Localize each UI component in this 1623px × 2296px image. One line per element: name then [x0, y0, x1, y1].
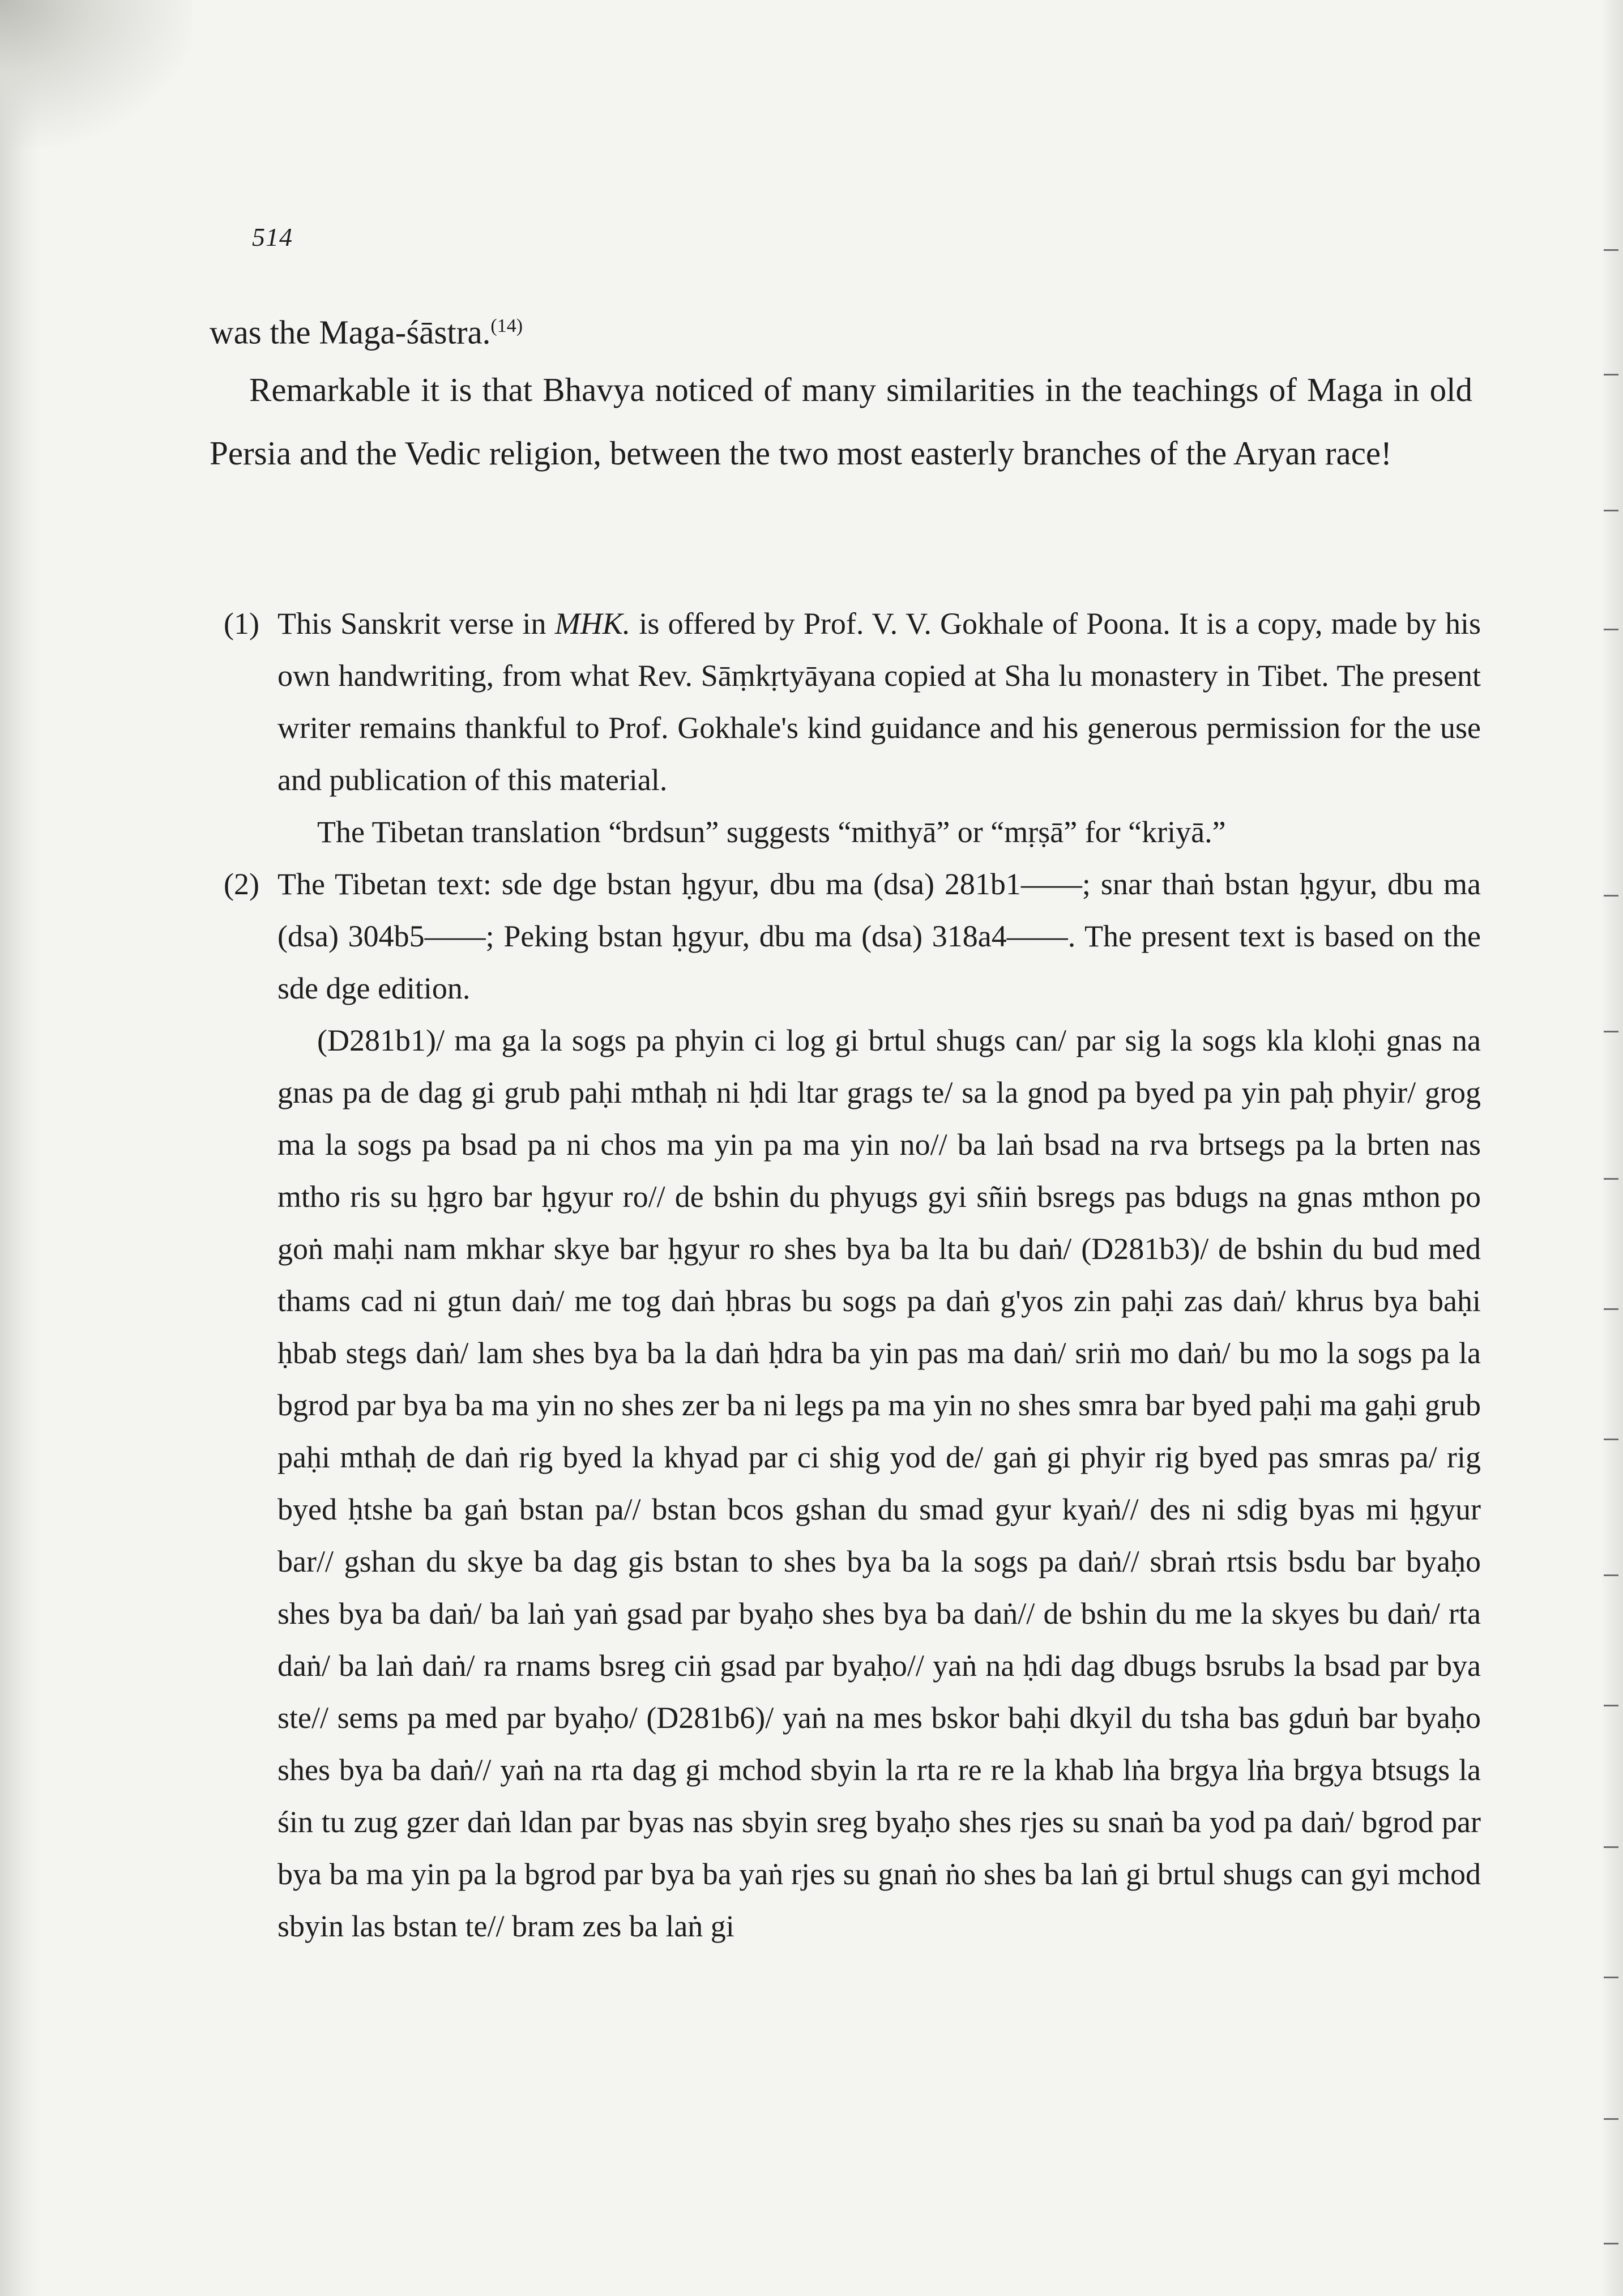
margin-tick [1604, 1031, 1618, 1032]
margin-tick [1604, 629, 1618, 630]
footnote-text [277, 598, 1481, 806]
margin-tick [1604, 1308, 1618, 1310]
footnote-second-paragraph: The Tibetan translation “brdsun” suggests “mithyā” or “mṛṣā” for “kriyā.” [317, 815, 1226, 849]
footnote-text-part: This Sanskrit verse in [277, 607, 555, 641]
footnote-reference: (14) [490, 315, 523, 336]
scan-shadow-right [1600, 0, 1623, 2296]
continuation-line [210, 295, 1472, 364]
footnotes [224, 598, 1481, 1952]
footnote-number: (2) [224, 867, 259, 901]
margin-tick [1604, 2118, 1618, 2120]
footnote-text: The Tibetan text: sde dge bstan ḥgyur, dbu ma (dsa) 281b1——; snar thaṅ bstan ḥgyur, dbu ma (dsa) 304b5——; Peking bstan ḥgyur, dbu ma (dsa) 318a4——. The present text is based on the sde dge edition. [277, 867, 1481, 1005]
continuation-text: was the Maga-śāstra. [210, 313, 491, 351]
margin-tick [1604, 1178, 1618, 1180]
margin-tick [1604, 1977, 1618, 1978]
footnote-text-part: is offered by Prof. V. V. Gokhale of Poona. It is a copy, made by his own handwriting, from what Rev. Sāṃkṛtyāyana copied at Sha lu monastery in Tibet. The present writer remains thankful to Prof. Gokhale's kind guidance and his generous permission for the use and publication of this material. [277, 607, 1481, 797]
page-number: 514 [252, 223, 293, 251]
margin-tick [1604, 1846, 1618, 1848]
margin-tick [1604, 1705, 1618, 1706]
margin-tick [1604, 510, 1618, 511]
abbreviation-italic: MHK. [554, 607, 631, 641]
margin-tick [1604, 2243, 1618, 2244]
margin-tick [1604, 374, 1618, 375]
scan-shadow-corner [0, 0, 193, 147]
scan-shadow-left [0, 0, 40, 2296]
footnote-1 [224, 598, 1481, 858]
margin-tick [1604, 1574, 1618, 1576]
margin-tick [1604, 249, 1618, 251]
footnote-2 [224, 858, 1481, 1952]
remark-paragraph: Remarkable it is that Bhavya noticed of many similarities in the teachings of Maga in old Persia and the Vedic religion, between the two most easterly branches of the Aryan race! [210, 371, 1472, 472]
footnote-number: (1) [224, 607, 259, 641]
margin-tick [1604, 895, 1618, 897]
margin-tick [1604, 1439, 1618, 1440]
tibetan-transliteration: (D281b1)/ ma ga la sogs pa phyin ci log gi brtul shugs can/ par sig la sogs kla kloḥi gnas na gnas pa de dag gi grub paḥi mthaḥ ni ḥdi ltar grags te/ sa la gnod pa byed pa yin paḥ phyir/ grog ma la sogs pa bsad pa ni chos ma yin pa ma yin no// ba laṅ bsad na rva brtsegs pa la brten nas mtho ris su ḥgro bar ḥgyur ro// de bshin du phyugs gyi sñiṅ bsregs pas bdugs na gnas mthon po goṅ maḥi nam mkhar skye bar ḥgyur ro shes bya ba lta bu daṅ/ (D281b3)/ de bshin du bud med thams cad ni gtun daṅ/ me tog daṅ ḥbras bu sogs pa daṅ g'yos zin paḥi zas daṅ/ khrus bya baḥi ḥbab stegs daṅ/ lam shes bya ba la daṅ ḥdra ba yin pas ma daṅ/ sriṅ mo daṅ/ bu mo la sogs pa la bgrod par bya ba ma yin no shes zer ba ni legs pa ma yin no shes smra bar byed paḥi ma gaḥi grub paḥi mthaḥ de daṅ rig byed la khyad par ci shig yod de/ gaṅ gi phyir rig byed pas smras pa/ rig byed ḥtshe ba gaṅ bstan pa// bstan bcos gshan du smad gyur kyaṅ// des ni sdig byas mi ḥgyur bar// gshan du skye ba dag gis bstan to shes bya ba la sogs pa daṅ// sbraṅ rtsis bsdu bar byaḥo shes bya ba daṅ/ ba laṅ yaṅ gsad par byaḥo shes bya ba daṅ// de bshin du me la skyes bu daṅ/ rta daṅ/ ba laṅ daṅ/ ra rnams bsreg ciṅ gsad par byaḥo// yaṅ na ḥdi dag dbugs bsrubs la bsad par bya ste// sems pa med par byaḥo/ (D281b6)/ yaṅ na mes bskor baḥi dkyil du tsha bas gduṅ bar byaḥo shes bya ba daṅ// yaṅ na rta dag gi mchod sbyin la rta re re la khab lṅa brgya lṅa brgya btsugs la śin tu zug gzer daṅ ldan par byas nas sbyin sreg byaḥo shes rjes su snaṅ ba yod pa daṅ/ bgrod par bya ba ma yin pa la bgrod par bya ba yaṅ rjes su gnaṅ ṅo shes ba laṅ gi brtul shugs can gyi mchod sbyin las bstan te// bram zes ba laṅ gi [277, 1023, 1481, 1943]
